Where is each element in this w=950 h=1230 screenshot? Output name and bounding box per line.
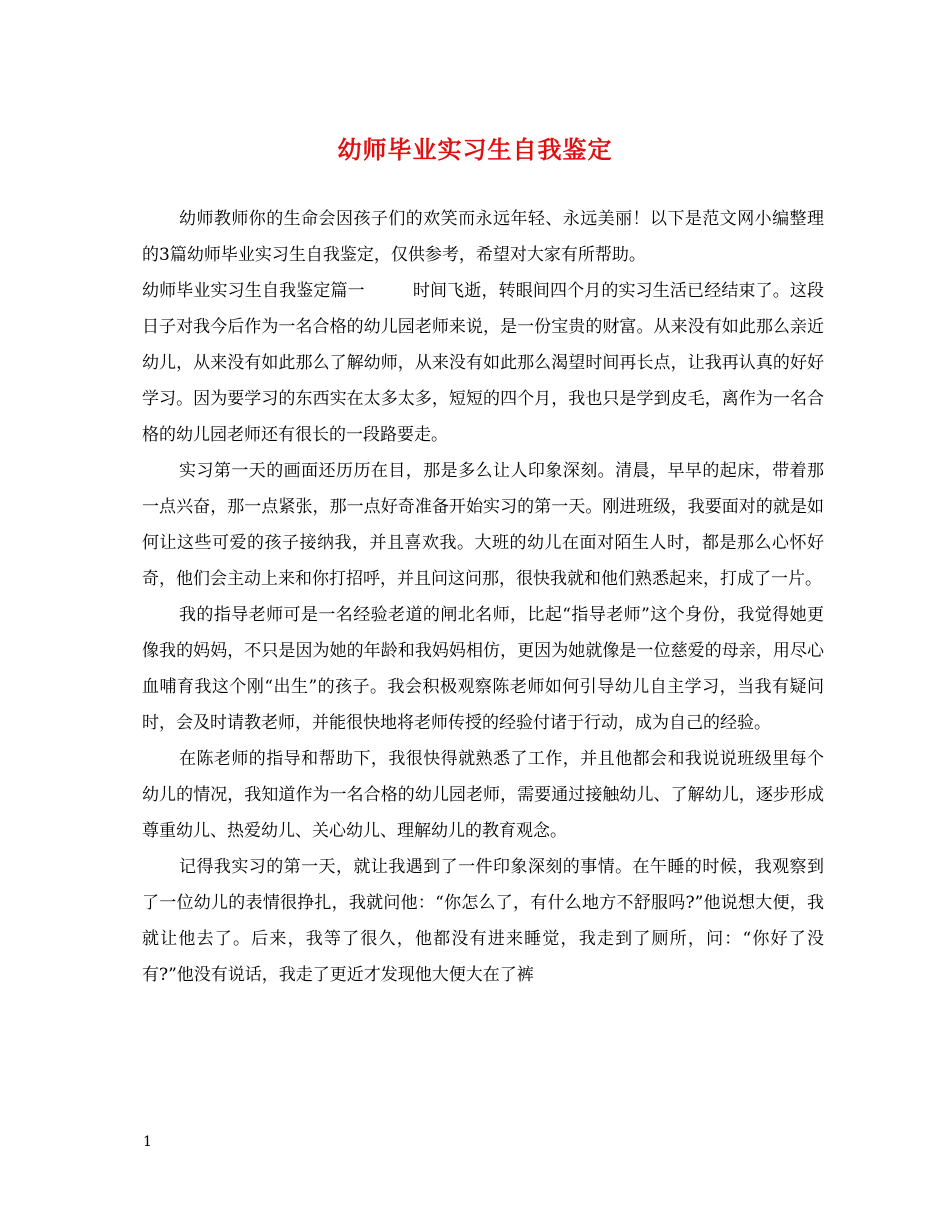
paragraph-guidance: 在陈老师的指导和帮助下，我很快得就熟悉了工作，并且他都会和我说说班级里每个幼儿的情况，我知道作为一名合格的幼儿园老师，需要通过接触幼儿、了解幼儿，逐步形成尊重幼儿、热爱幼儿、关心幼儿、理解幼儿的教育观念。 bbox=[142, 749, 824, 841]
section-one-paragraph bbox=[142, 273, 824, 453]
paragraph-nap-story: 记得我实习的第一天，就让我遇到了一件印象深刻的事情。在午睡的时候，我观察到了一位幼儿的表情很挣扎，我就问他：“你怎么了，有什么地方不舒服吗?”他说想大便，我就让他去了。后来，我等了很久，他都没有进来睡觉，我走到了厕所，问：“你好了没有?”他没有说话，我走了更近才发现他大便大在了裤 bbox=[142, 857, 824, 985]
intro-paragraph: 幼师教师你的生命会因孩子们的欢笑而永远年轻、永远美丽！以下是范文网小编整理的3篇幼师毕业实习生自我鉴定，仅供参考，希望对大家有所帮助。 bbox=[142, 209, 824, 265]
paragraph-first-day: 实习第一天的画面还历历在目，那是多么让人印象深刻。清晨，早早的起床，带着那一点兴奋，那一点紧张，那一点好奇准备开始实习的第一天。刚进班级，我要面对的就是如何让这些可爱的孩子接纳我，并且喜欢我。大班的幼儿在面对陌生人时，都是那么心怀好奇，他们会主动上来和你打招呼，并且问这问那，很快我就和他们熟悉起来，打成了一片。 bbox=[142, 461, 824, 589]
page-number: 1 bbox=[143, 1134, 152, 1150]
section-one-text: 时间飞逝，转眼间四个月的实习生活已经结束了。这段日子对我今后作为一名合格的幼儿园老师来说，是一份宝贵的财富。从来没有如此那么亲近幼儿，从来没有如此那么了解幼师，从来没有如此那么渴望时间再长点，让我再认真的好好学习。因为要学习的东西实在太多太多，短短的四个月，我也只是学到皮毛，离作为一名合格的幼儿园老师还有很长的一段路要走。 bbox=[142, 281, 825, 445]
document-body bbox=[142, 201, 824, 993]
document-title: 幼师毕业实习生自我鉴定 bbox=[337, 135, 613, 164]
section-one-heading: 幼师毕业实习生自我鉴定篇一 bbox=[142, 281, 365, 301]
paragraph-mentor: 我的指导老师可是一名经验老道的闸北名师，比起“指导老师”这个身份，我觉得她更像我的妈妈，不只是因为她的年龄和我妈妈相仿，更因为她就像是一位慈爱的母亲，用尽心血哺育我这个刚“出生”的孩子。我会积极观察陈老师如何引导幼儿自主学习，当我有疑问时，会及时请教老师，并能很快地将老师传授的经验付诸于行动，成为自己的经验。 bbox=[142, 605, 824, 733]
